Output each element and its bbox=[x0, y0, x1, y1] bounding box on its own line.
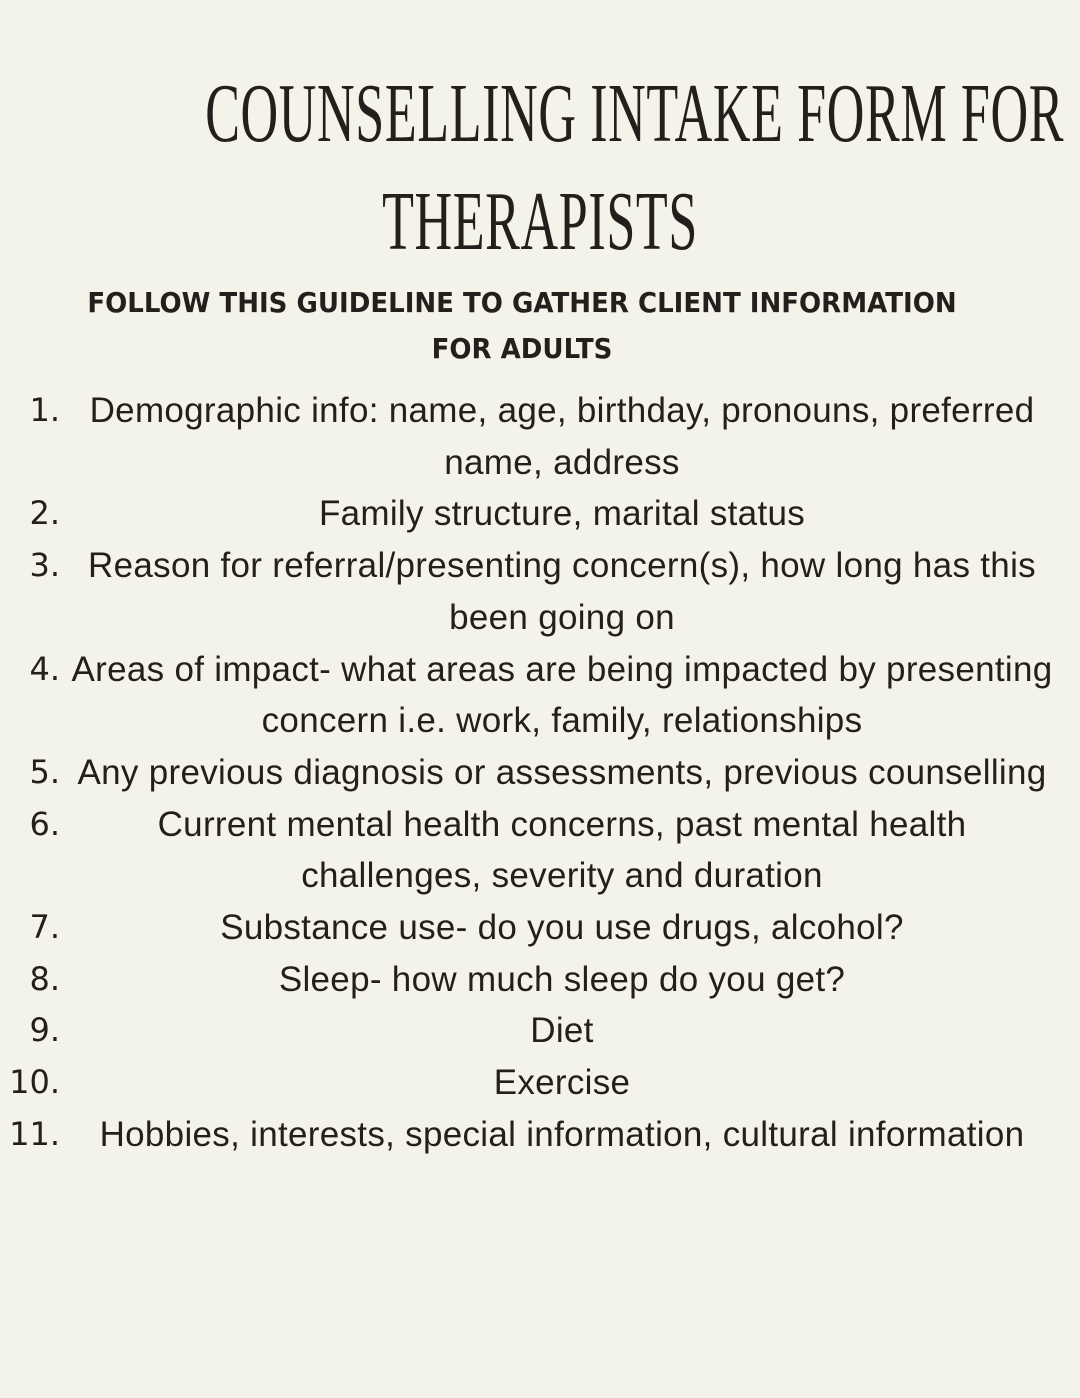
guideline-subtitle: FOLLOW THIS GUIDELINE TO GATHER CLIENT INFORMATION FOR ADULTS bbox=[87, 286, 957, 365]
list-item bbox=[0, 488, 1080, 540]
list-item bbox=[0, 644, 1080, 747]
list-item-text: Family structure, marital status bbox=[318, 494, 806, 534]
list-item-number: 2. bbox=[29, 494, 60, 533]
list-item-text: Diet bbox=[530, 1011, 594, 1051]
list-item-number: 10. bbox=[9, 1063, 60, 1102]
list-item-text: Exercise bbox=[493, 1063, 631, 1103]
list-item-text: Current mental health concerns, past mental health challenges, severity and duration bbox=[157, 804, 967, 896]
list-item-number: 1. bbox=[29, 391, 60, 429]
list-item-number: 11. bbox=[9, 1114, 60, 1153]
list-item bbox=[0, 954, 1080, 1006]
list-item bbox=[0, 1005, 1080, 1057]
list-item bbox=[0, 747, 1080, 799]
list-item-number: 6. bbox=[29, 804, 60, 843]
list-item-text: Any previous diagnosis or assessments, previous counselling bbox=[77, 752, 1047, 792]
page-title bbox=[205, 60, 1065, 276]
list-item-text: Demographic info: name, age, birthday, pronouns, preferred name, address bbox=[89, 391, 1035, 482]
page-title-line-2: THERAPISTS bbox=[382, 175, 698, 268]
list-item bbox=[0, 385, 1080, 488]
list-item-number: 9. bbox=[29, 1011, 60, 1050]
list-item-number: 7. bbox=[29, 908, 60, 947]
list-item bbox=[0, 902, 1080, 954]
list-item-text: Areas of impact- what areas are being impacted by presenting concern i.e. work, family, relationships bbox=[71, 649, 1053, 741]
list-item bbox=[0, 540, 1080, 643]
list-item-number: 8. bbox=[29, 959, 60, 998]
list-item-text: Reason for referral/presenting concern(s), how long has this been going on bbox=[88, 546, 1036, 637]
page-title-line-1: COUNSELLING INTAKE FORM FOR bbox=[205, 67, 1065, 160]
list-item-number: 3. bbox=[29, 546, 60, 585]
list-item bbox=[0, 799, 1080, 902]
intake-checklist bbox=[0, 385, 1080, 1161]
list-item-text: Sleep- how much sleep do you get? bbox=[278, 959, 846, 999]
list-item-text: Hobbies, interests, special information, cultural information bbox=[99, 1114, 1025, 1154]
list-item-number: 4. bbox=[29, 649, 60, 688]
list-item bbox=[0, 1057, 1080, 1109]
list-item-number: 5. bbox=[29, 752, 60, 791]
list-item bbox=[0, 1109, 1080, 1161]
list-item-text: Substance use- do you use drugs, alcohol? bbox=[220, 908, 904, 948]
